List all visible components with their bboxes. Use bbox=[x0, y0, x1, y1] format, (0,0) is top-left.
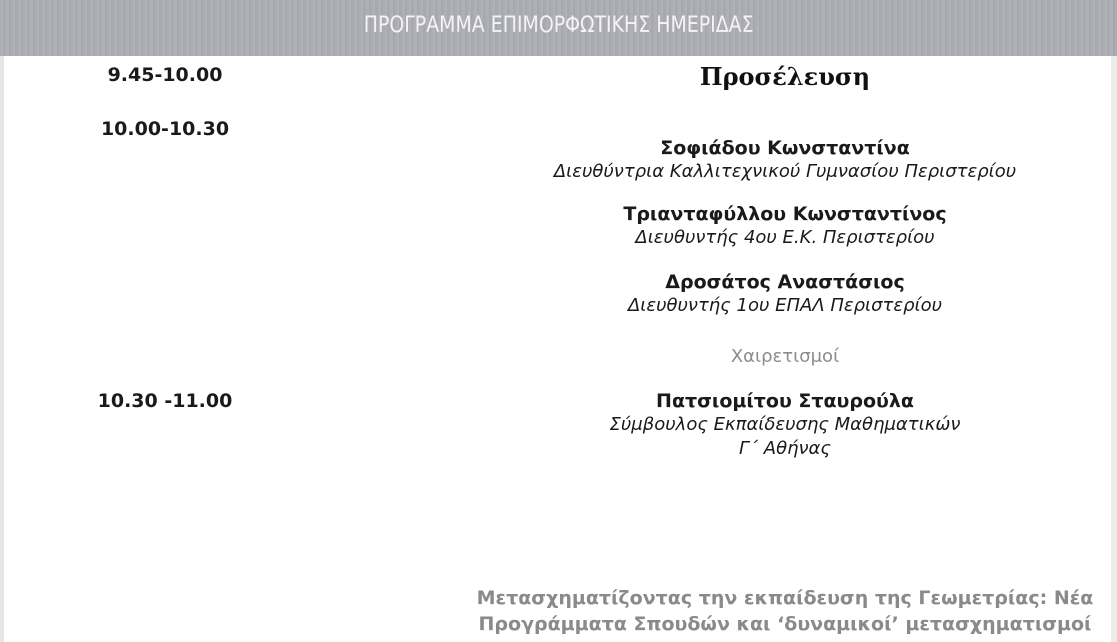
greetings-label: Χαιρετισμοί bbox=[730, 346, 840, 367]
speaker-role: Διευθυντής 4ου Ε.Κ. Περιστερίου bbox=[635, 227, 935, 248]
time-slot-2: 10.00-10.30 bbox=[100, 118, 230, 140]
talk-topic-line-1: Μετασχηματίζοντας την εκπαίδευση της Γεωμετρίας: Νέα bbox=[476, 587, 1094, 609]
scan-edge-right bbox=[1111, 0, 1117, 642]
speaker-role-region: Γ΄ Αθήνας bbox=[739, 438, 831, 459]
speaker-role: Διευθύντρια Καλλιτεχνικού Γυμνασίου Περιστερίου bbox=[553, 161, 1017, 182]
speaker-block bbox=[500, 389, 1070, 461]
talk-topic bbox=[430, 585, 1117, 637]
arrival-heading: Προσέλευση bbox=[699, 62, 871, 91]
time-slot-1: 9.45-10.00 bbox=[107, 64, 223, 86]
program-banner bbox=[0, 0, 1117, 56]
speaker-role: Σύμβουλος Εκπαίδευσης Μαθηματικών bbox=[609, 414, 961, 435]
speaker-role: Διευθυντής 1ου ΕΠΑΛ Περιστερίου bbox=[627, 295, 943, 316]
time-slot-3: 10.30 -11.00 bbox=[97, 390, 233, 412]
speaker-block bbox=[500, 270, 1070, 318]
talk-topic-line-2: Προγράμματα Σπουδών και ‘δυναμικοί’ μετασχηματισμοί bbox=[478, 613, 1092, 635]
speaker-block bbox=[500, 136, 1070, 184]
scan-edge-left bbox=[0, 0, 4, 642]
program-title: ΠΡΟΓΡΑΜΜΑ ΕΠΙΜΟΡΦΩΤΙΚΗΣ ΗΜΕΡΙΔΑΣ bbox=[363, 12, 754, 38]
speaker-name: Τριανταφύλλου Κωνσταντίνος bbox=[623, 203, 947, 225]
speaker-name: Πατσιομίτου Σταυρούλα bbox=[656, 390, 914, 412]
speaker-name: Σοφιάδου Κωνσταντίνα bbox=[660, 137, 910, 159]
speaker-name: Δροσάτος Αναστάσιος bbox=[665, 271, 905, 293]
speaker-block bbox=[500, 202, 1070, 250]
